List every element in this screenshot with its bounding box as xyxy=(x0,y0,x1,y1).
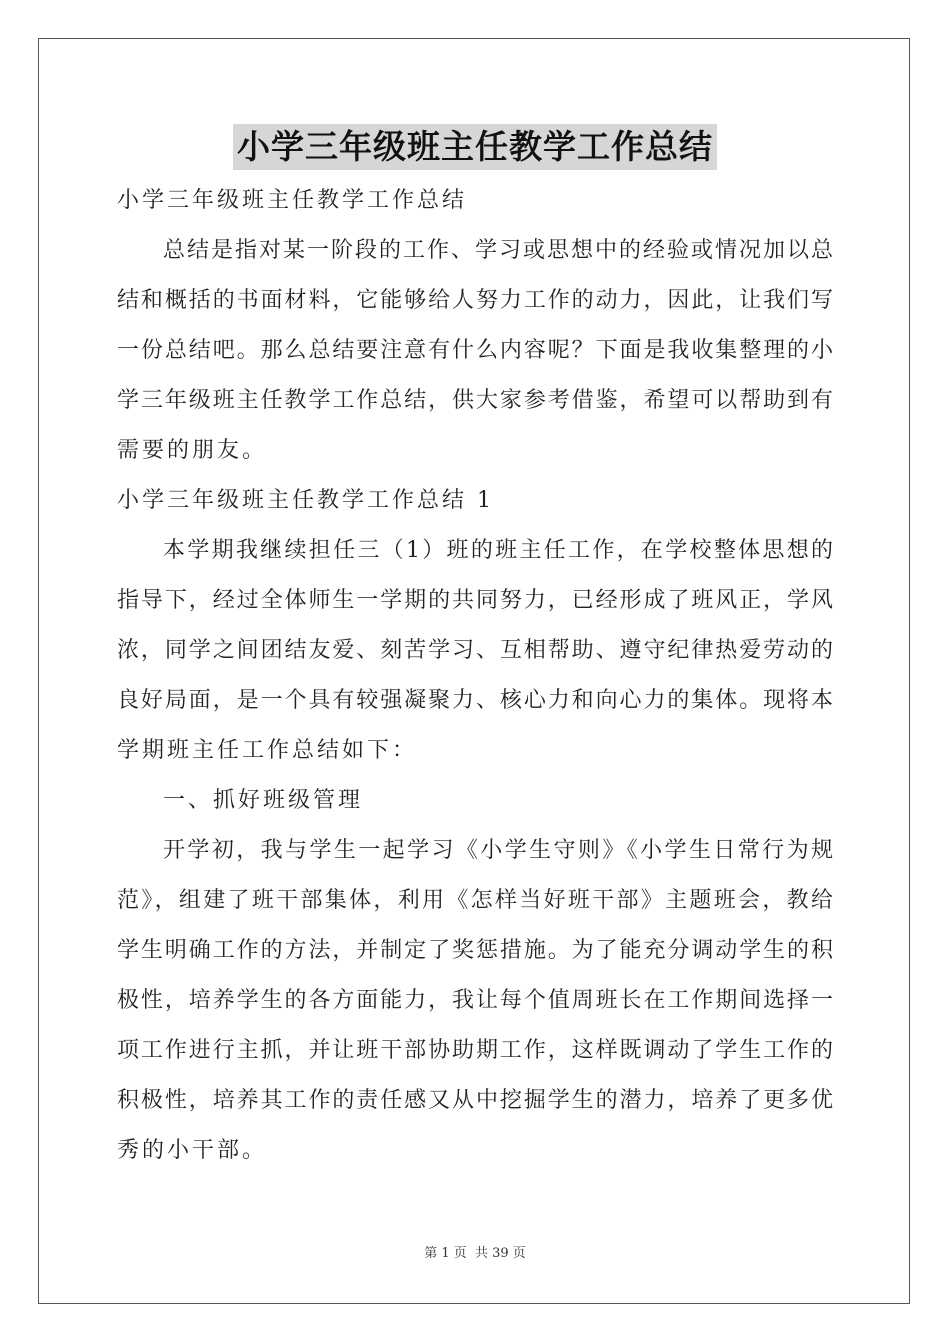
paragraph-line: 学三年级班主任教学工作总结，供大家参考借鉴，希望可以帮助到有 xyxy=(117,388,833,413)
paragraph-line: 开学初，我与学生一起学习《小学生守则》《小学生日常行为规 xyxy=(163,838,833,863)
page-footer xyxy=(0,1244,950,1264)
page-total: 共 39 页 xyxy=(474,1246,526,1261)
paragraph-line: 总结是指对某一阶段的工作、学习或思想中的经验或情况加以总 xyxy=(163,238,833,263)
paragraph-line: 学生明确工作的方法，并制定了奖惩措施。为了能充分调动学生的积 xyxy=(117,938,833,963)
paragraph-line: 浓，同学之间团结友爱、刻苦学习、互相帮助、遵守纪律热爱劳动的 xyxy=(117,638,833,663)
paragraph-line: 指导下，经过全体师生一学期的共同努力，已经形成了班风正，学风 xyxy=(117,588,833,613)
sub-heading: 一、抓好班级管理 xyxy=(163,788,364,813)
paragraph-line: 本学期我继续担任三（1）班的班主任工作，在学校整体思想的 xyxy=(163,538,833,563)
paragraph-line: 极性，培养学生的各方面能力，我让每个值周班长在工作期间选择一 xyxy=(117,988,833,1013)
paragraph-line: 学期班主任工作总结如下： xyxy=(117,738,418,763)
paragraph-line: 良好局面，是一个具有较强凝聚力、核心力和向心力的集体。现将本 xyxy=(117,688,833,713)
paragraph-line: 范》，组建了班干部集体，利用《怎样当好班干部》主题班会，教给 xyxy=(117,888,833,913)
paragraph-line: 秀的小干部。 xyxy=(117,1138,268,1163)
section-heading: 小学三年级班主任教学工作总结 1 xyxy=(117,488,494,513)
paragraph-line: 积极性，培养其工作的责任感又从中挖掘学生的潜力，培养了更多优 xyxy=(117,1088,833,1113)
paragraph-line: 需要的朋友。 xyxy=(117,438,268,463)
paragraph-line: 项工作进行主抓，并让班干部协助期工作，这样既调动了学生工作的 xyxy=(117,1038,833,1063)
document-body xyxy=(117,176,833,1176)
paragraph-line: 一份总结吧。那么总结要注意有什么内容呢？下面是我收集整理的小 xyxy=(117,338,833,363)
paragraph-line: 结和概括的书面材料，它能够给人努力工作的动力，因此，让我们写 xyxy=(117,288,833,313)
title-container xyxy=(0,124,950,170)
document-title: 小学三年级班主任教学工作总结 xyxy=(233,124,717,170)
page-number: 第 1 页 xyxy=(424,1246,467,1261)
body-paragraph-2 xyxy=(117,826,833,1176)
intro-paragraph xyxy=(117,226,833,476)
body-paragraph-1 xyxy=(117,526,833,776)
document-subtitle: 小学三年级班主任教学工作总结 xyxy=(117,188,468,213)
